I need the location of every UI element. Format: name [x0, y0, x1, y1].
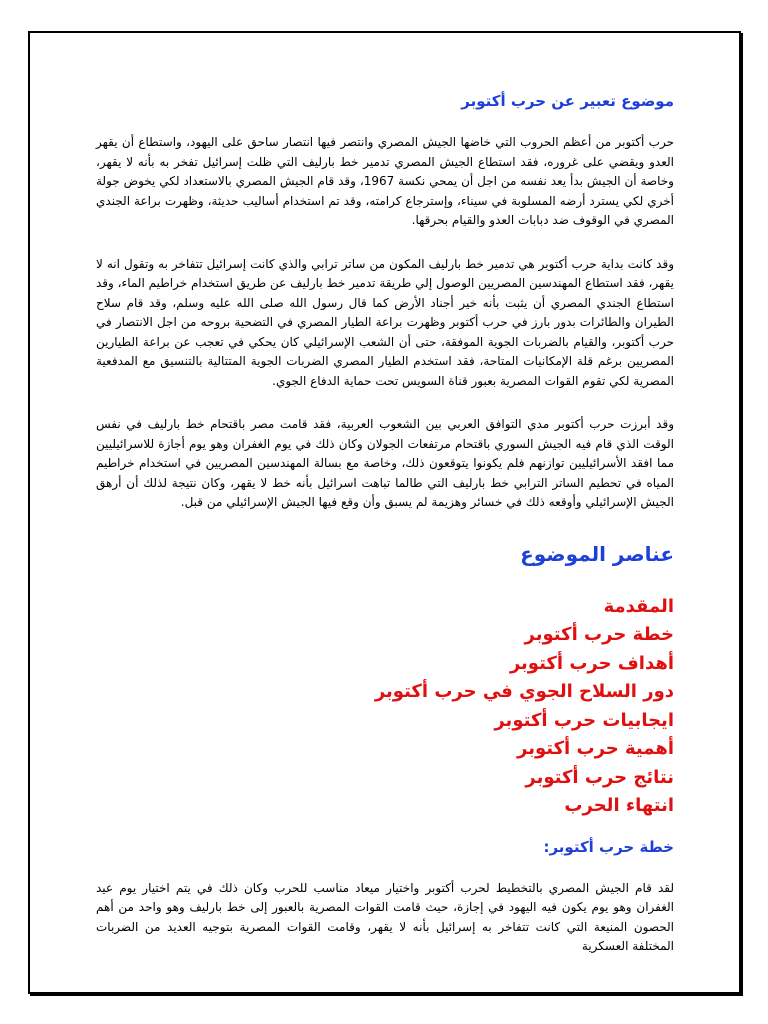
elements-list-item: دور السلاح الجوي في حرب أكتوبر [374, 681, 674, 702]
elements-list-item: المقدمة [603, 595, 674, 617]
elements-heading: عناصر الموضوع [520, 541, 674, 566]
elements-list-item: خطة حرب أكتوبر [524, 624, 674, 645]
paragraph-bar-lev: وقد كانت بداية حرب أكتوبر هي تدمير خط بارليف المكون من ساتر ترابي والذي كانت إسرائيل تتفاخر به وتقول انه لا يقهر، فقد استطاع المهندسين المصريين الوصول إلي طريقة تدمير خط بارليف عن طريق استخدام خراطيم الماء، وقد استطاع الجندي المصري أن يثبت بأنه خير أجناد الأرض كما قال رسول الله صلى الله عليه وسلم، وقد قام سلاح الطيران والطائرات بدور بارز في حرب أكتوبر وظهرت براعة الطيار المصري في التضحية بروحه من اجل الانتصار في حرب أكتوبر، والقيام بالضربات الجوية الموفقة، حتى أن الشعب الإسرائيلي كان يحكي في تعجب عن براعة الطيارين المصريين برغم قلة الإمكانيات المتاحة، فقد استخدم الطيار المصري الضربات الجوية المتتالية بالتنسيق مع المدفعية المصرية لكي تقوم القوات المصرية بعبور قناة السويس تحت حماية الدفاع الجوي. [96, 256, 674, 388]
elements-list-item: نتائج حرب أكتوبر [525, 766, 674, 788]
elements-list [96, 593, 674, 821]
paragraph-arab-unity: وقد أبرزت حرب أكتوبر مدي التوافق العربي بين الشعوب العربية، فقد قامت مصر باقتحام خط بارليف في نفس الوقت الذي قام فيه الجيش السوري باقتحام مرتفعات الجولان وكان ذلك في يوم الغفران وهو يوم أجازة للاسرائيليين مما افقد الأسرائيليين توازنهم فلم يكونوا يتوقعون ذلك، وخاصة مع بسالة المهندسين المصريين في استخدام خراطيم المياه في تحطيم الساتر الترابي خط بارليف التي طالما تباهت اسرائيل بأنه خط لا يقهر، وكان نتيجة لذلك أن أرهق الجيش الإسرائيلي وأوقعه ذلك في خسائر وهزيمة لم يسبق وأن وقع فيها الجيش الإسرائيلي من قبل. [96, 417, 674, 509]
plan-paragraph: لقد قام الجيش المصري بالتخطيط لحرب أكتوبر واختيار ميعاد مناسب للحرب وكان ذلك في يتم اختيار يوم عيد الغفران وهو يوم يكون فيه اليهود في إجازة، حيث قامت القوات المصرية بالعبور إلى خط بارليف وهو واحد من أهم الحصون المنيعة التي كانت تتفاخر به إسرائيل بأنه لا يقهر، وقامت القوات المصرية بتوجيه العديد من الضربات المختلفة العسكرية [96, 880, 674, 953]
elements-list-item: ايجابيات حرب أكتوبر [494, 709, 674, 731]
plan-heading: خطة حرب أكتوبر: [543, 837, 674, 856]
paragraph-intro: حرب أكتوبر من أعظم الحروب التي خاضها الجيش المصري وانتصر فيها انتصار ساحق على اليهود، واستطاع أن يقهر العدو ويقضي على غروره، فقد استطاع الجيش المصري تدمير خط بارليف التي ظلت إسرائيل تفخر به بأنه لا يقهر، وخاصة أن الجيش بدأ يعد نفسه من اجل أن يمحي نكسة 1967، وقد قام الجيش المصري بالاستعداد لكي يخوض جولة أخري لكي يسترد أرضه المسلوبة في سيناء، وإسترجاع كرامته، وقد تم استخدام أساليب حديثة، وظهرت براعة الجندي المصري في الوقوف ضد دبابات العدو والقيام بحرقها. [96, 135, 674, 227]
elements-list-item: أهمية حرب أكتوبر [517, 738, 674, 759]
elements-list-item: انتهاء الحرب [564, 795, 674, 816]
document-title: موضوع تعبير عن حرب أكتوبر [461, 92, 674, 110]
elements-list-item: أهداف حرب أكتوبر [509, 652, 674, 674]
document-content [96, 88, 674, 981]
